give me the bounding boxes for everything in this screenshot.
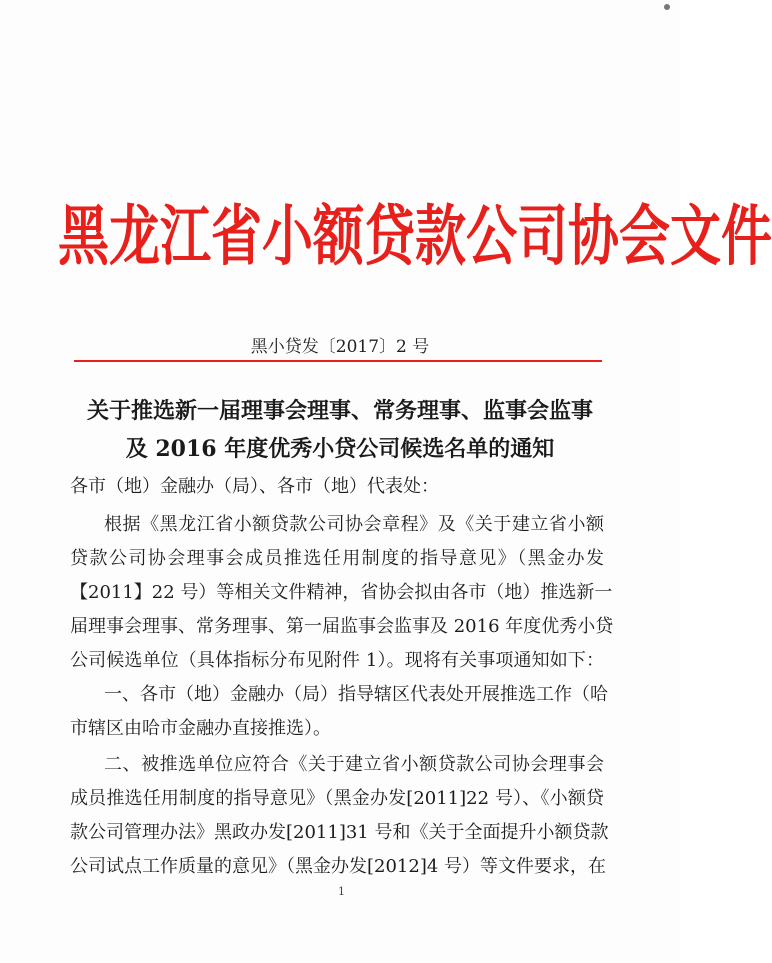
- body-paragraph-line: 市辖区由哈市金融办直接推选）。: [70, 718, 331, 739]
- body-paragraph-line: 公司候选单位（具体指标分布见附件 1）。现将有关事项通知如下：: [70, 650, 604, 671]
- body-paragraph-line: 【2011】22 号）等相关文件精神，省协会拟由各市（地）推选新一: [70, 582, 613, 603]
- red-divider-line: [74, 360, 602, 362]
- body-paragraph-line: 款公司管理办法》黑政办发[2011]31 号和《关于全面提升小额贷款: [70, 822, 609, 843]
- scan-mark: [664, 4, 670, 10]
- notice-title-line-2: 及 2016 年度优秀小贷公司候选名单的通知: [125, 436, 555, 462]
- issuer-header: 黑龙江省小额贷款公司协会文件: [58, 199, 772, 276]
- body-paragraph-line: 一、各市（地）金融办（局）指导辖区代表处开展推选工作（哈: [104, 684, 608, 705]
- body-paragraph-line: 贷款公司协会理事会成员推选任用制度的指导意见》（黑金办发: [70, 548, 604, 569]
- notice-title-line-1: 关于推选新一届理事会理事、常务理事、监事会监事: [86, 398, 593, 424]
- body-paragraph-line: 届理事会理事、常务理事、第一届监事会监事及 2016 年度优秀小贷: [70, 616, 614, 637]
- document-number: 黑小贷发〔2017〕2 号: [250, 337, 430, 357]
- body-paragraph-line: 根据《黑龙江省小额贷款公司协会章程》及《关于建立省小额: [104, 514, 604, 535]
- body-paragraph-line: 二、被推选单位应符合《关于建立省小额贷款公司协会理事会: [104, 754, 604, 775]
- body-paragraph-line: 成员推选任用制度的指导意见》（黑金办发[2011]22 号）、《小额贷: [70, 788, 604, 809]
- body-paragraph-line: 公司试点工作质量的意见》（黑金办发[2012]4 号）等文件要求，在: [70, 856, 607, 877]
- page-number: 1: [338, 885, 345, 898]
- addressee-line: 各市（地）金融办（局）、各市（地）代表处：: [70, 476, 439, 497]
